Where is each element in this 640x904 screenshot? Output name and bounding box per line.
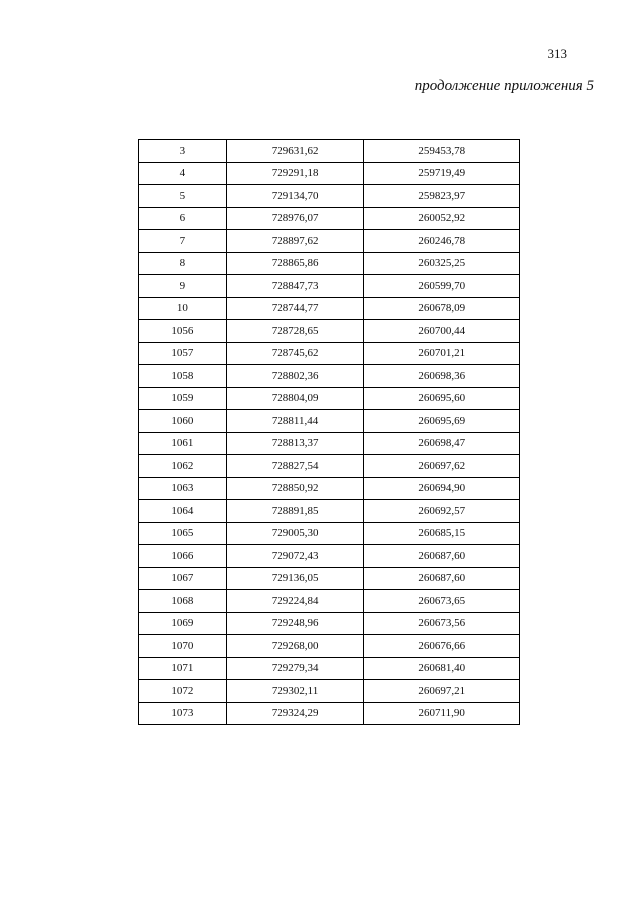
table-row <box>139 590 520 613</box>
point-number-cell: 1063 <box>139 477 227 500</box>
x-coordinate-cell: 728847,73 <box>226 275 364 298</box>
y-coordinate-cell: 260246,78 <box>364 230 520 253</box>
y-coordinate-cell: 260697,62 <box>364 455 520 478</box>
point-number-cell: 8 <box>139 252 227 275</box>
x-coordinate-cell: 728827,54 <box>226 455 364 478</box>
y-coordinate-cell: 259719,49 <box>364 162 520 185</box>
table-row <box>139 365 520 388</box>
table-row <box>139 297 520 320</box>
point-number-cell: 1058 <box>139 365 227 388</box>
point-number-cell: 1064 <box>139 500 227 523</box>
x-coordinate-cell: 729268,00 <box>226 635 364 658</box>
table-row <box>139 185 520 208</box>
y-coordinate-cell: 260692,57 <box>364 500 520 523</box>
x-coordinate-cell: 728811,44 <box>226 410 364 433</box>
point-number-cell: 1072 <box>139 680 227 703</box>
table-row <box>139 207 520 230</box>
y-coordinate-cell: 260673,56 <box>364 612 520 635</box>
table-row <box>139 567 520 590</box>
x-coordinate-cell: 729291,18 <box>226 162 364 185</box>
table-row <box>139 410 520 433</box>
point-number-cell: 7 <box>139 230 227 253</box>
y-coordinate-cell: 260325,25 <box>364 252 520 275</box>
point-number-cell: 1061 <box>139 432 227 455</box>
point-number-cell: 1066 <box>139 545 227 568</box>
table-row <box>139 455 520 478</box>
table-row <box>139 657 520 680</box>
point-number-cell: 3 <box>139 140 227 163</box>
table-row <box>139 387 520 410</box>
x-coordinate-cell: 728850,92 <box>226 477 364 500</box>
x-coordinate-cell: 728728,65 <box>226 320 364 343</box>
y-coordinate-cell: 259823,97 <box>364 185 520 208</box>
point-number-cell: 9 <box>139 275 227 298</box>
table-row <box>139 230 520 253</box>
point-number-cell: 1067 <box>139 567 227 590</box>
x-coordinate-cell: 729072,43 <box>226 545 364 568</box>
y-coordinate-cell: 260678,09 <box>364 297 520 320</box>
y-coordinate-cell: 260685,15 <box>364 522 520 545</box>
x-coordinate-cell: 729224,84 <box>226 590 364 613</box>
point-number-cell: 1059 <box>139 387 227 410</box>
point-number-cell: 1070 <box>139 635 227 658</box>
point-number-cell: 1065 <box>139 522 227 545</box>
y-coordinate-cell: 260698,36 <box>364 365 520 388</box>
point-number-cell: 1060 <box>139 410 227 433</box>
point-number-cell: 5 <box>139 185 227 208</box>
y-coordinate-cell: 260711,90 <box>364 702 520 725</box>
x-coordinate-cell: 728897,62 <box>226 230 364 253</box>
x-coordinate-cell: 728804,09 <box>226 387 364 410</box>
point-number-cell: 1062 <box>139 455 227 478</box>
y-coordinate-cell: 260701,21 <box>364 342 520 365</box>
x-coordinate-cell: 729279,34 <box>226 657 364 680</box>
point-number-cell: 1073 <box>139 702 227 725</box>
x-coordinate-cell: 728745,62 <box>226 342 364 365</box>
point-number-cell: 1068 <box>139 590 227 613</box>
table-row <box>139 545 520 568</box>
x-coordinate-cell: 729631,62 <box>226 140 364 163</box>
table-row <box>139 432 520 455</box>
table-row <box>139 477 520 500</box>
y-coordinate-cell: 260599,70 <box>364 275 520 298</box>
continuation-label: продолжение приложения 5 <box>414 78 594 94</box>
y-coordinate-cell: 260694,90 <box>364 477 520 500</box>
table-row <box>139 680 520 703</box>
table-row <box>139 140 520 163</box>
x-coordinate-cell: 728976,07 <box>226 207 364 230</box>
point-number-cell: 1056 <box>139 320 227 343</box>
y-coordinate-cell: 260673,65 <box>364 590 520 613</box>
y-coordinate-cell: 260697,21 <box>364 680 520 703</box>
table-row <box>139 500 520 523</box>
y-coordinate-cell: 260687,60 <box>364 567 520 590</box>
x-coordinate-cell: 729134,70 <box>226 185 364 208</box>
x-coordinate-cell: 729005,30 <box>226 522 364 545</box>
point-number-cell: 4 <box>139 162 227 185</box>
x-coordinate-cell: 728891,85 <box>226 500 364 523</box>
y-coordinate-cell: 260676,66 <box>364 635 520 658</box>
table-row <box>139 162 520 185</box>
table-row <box>139 702 520 725</box>
table-row <box>139 252 520 275</box>
page-number: 313 <box>547 46 567 61</box>
table-body <box>139 140 520 725</box>
point-number-cell: 6 <box>139 207 227 230</box>
x-coordinate-cell: 729302,11 <box>226 680 364 703</box>
point-number-cell: 1069 <box>139 612 227 635</box>
x-coordinate-cell: 728744,77 <box>226 297 364 320</box>
table-row <box>139 275 520 298</box>
point-number-cell: 1057 <box>139 342 227 365</box>
y-coordinate-cell: 260687,60 <box>364 545 520 568</box>
y-coordinate-cell: 260052,92 <box>364 207 520 230</box>
x-coordinate-cell: 728802,36 <box>226 365 364 388</box>
y-coordinate-cell: 259453,78 <box>364 140 520 163</box>
x-coordinate-cell: 729248,96 <box>226 612 364 635</box>
y-coordinate-cell: 260695,60 <box>364 387 520 410</box>
table-row <box>139 320 520 343</box>
x-coordinate-cell: 729136,05 <box>226 567 364 590</box>
x-coordinate-cell: 728813,37 <box>226 432 364 455</box>
y-coordinate-cell: 260695,69 <box>364 410 520 433</box>
y-coordinate-cell: 260700,44 <box>364 320 520 343</box>
y-coordinate-cell: 260681,40 <box>364 657 520 680</box>
table-row <box>139 635 520 658</box>
point-number-cell: 1071 <box>139 657 227 680</box>
x-coordinate-cell: 728865,86 <box>226 252 364 275</box>
table-row <box>139 342 520 365</box>
y-coordinate-cell: 260698,47 <box>364 432 520 455</box>
table-row <box>139 522 520 545</box>
table-row <box>139 612 520 635</box>
x-coordinate-cell: 729324,29 <box>226 702 364 725</box>
coordinates-table <box>138 139 520 725</box>
point-number-cell: 10 <box>139 297 227 320</box>
